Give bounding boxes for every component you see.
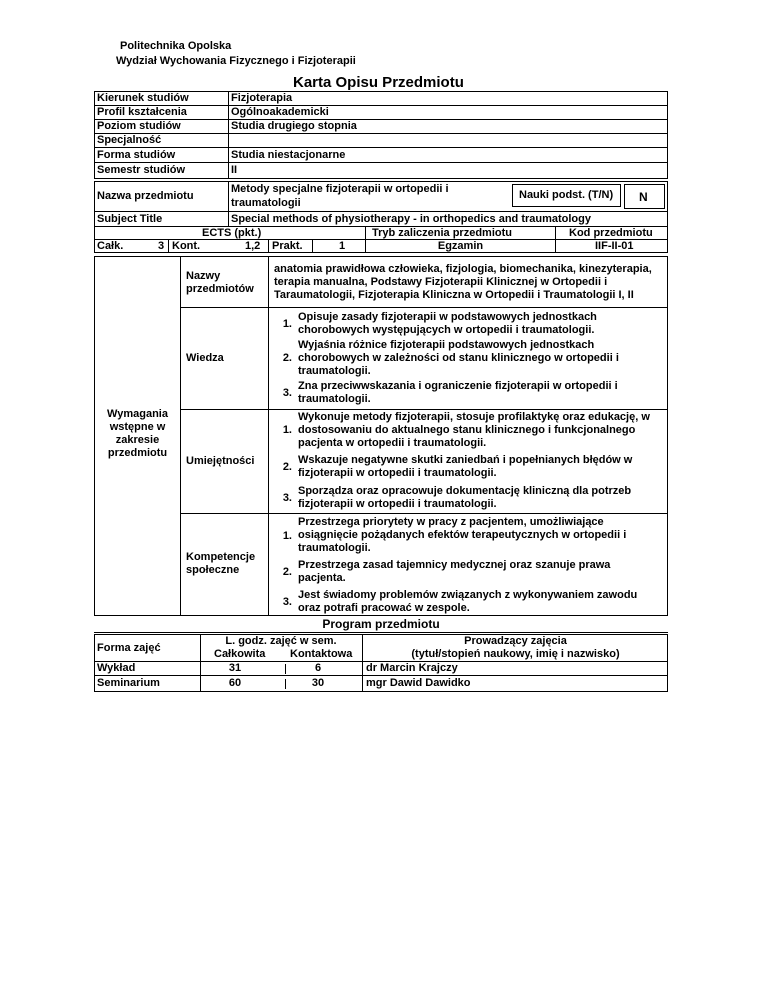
- umiejetnosci-3-line-2: fizjoterapii w ortopedii i traumatologii.: [298, 498, 497, 510]
- kont-label: Kont.: [172, 240, 201, 252]
- wiedza-3-line-1: Zna przeciwwskazania i ograniczenie fizjoterapii w ortopedii i: [298, 380, 618, 392]
- prowadzacy-label: Prowadzący zajęcia: [464, 635, 567, 647]
- kompetencje-num-2: 2.: [282, 566, 292, 578]
- tryb-label: Tryb zaliczenia przedmiotu: [372, 227, 512, 239]
- basic-sciences-label: Nauki podst. (T/N): [519, 189, 614, 201]
- subject-name-line2: traumatologii: [231, 197, 301, 209]
- nazwy-text-2: terapia manualna, Podstawy Fizjoterapii Klinicznej w Ortopedii i: [274, 276, 608, 288]
- info-value-poziom: Studia drugiego stopnia: [231, 120, 357, 132]
- kompetencje-2-line-1: Przestrzega zasad tajemnicy medycznej oraz szanuje prawa: [298, 559, 611, 571]
- nazwy-label-2: przedmiotów: [186, 283, 254, 295]
- tryb-value: Egzamin: [437, 240, 484, 252]
- wiedza-1-line-1: Opisuje zasady fizjoterapii w podstawowych jednostkach: [298, 311, 597, 323]
- program-title: Program przedmiotu: [322, 617, 440, 631]
- umiejetnosci-1-line-3: pacjenta w ortopedii i traumatologii.: [298, 437, 487, 449]
- basic-sciences-value: N: [639, 190, 648, 204]
- info-label-profil: Profil kształcenia: [97, 106, 187, 118]
- nazwy-text-1: anatomia prawidłowa człowieka, fizjologia, biomechanika, kinezyterapia,: [274, 263, 652, 275]
- document-title: Karta Opisu Przedmiotu: [293, 74, 464, 91]
- subject-name-label: Nazwa przedmiotu: [97, 190, 194, 202]
- forma-label: Forma zajęć: [97, 642, 161, 654]
- wiedza-3-line-2: traumatologii.: [298, 393, 371, 405]
- subject-title-value: Special methods of physiotherapy - in orthopedics and traumatology: [231, 213, 591, 225]
- info-value-kierunek: Fizjoterapia: [231, 92, 293, 104]
- prowadzacy-sub: (tytuł/stopień naukowy, imię i nazwisko): [411, 648, 620, 660]
- umiejetnosci-num-3: 3.: [282, 492, 292, 504]
- requirements-label-4: przedmiotu: [107, 447, 168, 459]
- umiejetnosci-3-line-1: Sporządza oraz opracowuje dokumentację kliniczną dla potrzeb: [298, 485, 632, 497]
- kompetencje-1-line-3: traumatologii.: [298, 542, 371, 554]
- row-wyklad-kontaktowa: 6: [314, 662, 322, 674]
- requirements-label-1: Wymagania: [107, 408, 168, 420]
- wiedza-1-line-2: chorobowych występujących w ortopedii i traumatologii.: [298, 324, 595, 336]
- umiejetnosci-2-line-2: fizjoterapii w ortopedii i traumatologii.: [298, 467, 497, 479]
- calkowita-label: Całkowita: [214, 648, 266, 660]
- row-seminarium-calkowita: 60: [228, 677, 242, 689]
- requirements-label-2: wstępne w: [109, 421, 166, 433]
- umiejetnosci-num-1: 1.: [282, 424, 292, 436]
- prakt-value: 1: [339, 240, 346, 252]
- kompetencje-num-3: 3.: [282, 596, 292, 608]
- row-wyklad-calkowita: 31: [228, 662, 242, 674]
- row-seminarium-forma: Seminarium: [97, 677, 160, 689]
- kont-value: 1,2: [245, 240, 261, 252]
- kompetencje-label-2: społeczne: [186, 564, 240, 576]
- wiedza-num-3: 3.: [282, 387, 292, 399]
- wiedza-2-line-2: chorobowych w zależności od stanu klinicznego w ortopedii i: [298, 352, 619, 364]
- kompetencje-3-line-1: Jest świadomy problemów związanych z wykonywaniem zawodu: [298, 589, 638, 601]
- kompetencje-1-line-2: osiągnięcie pożądanych efektów terapeutycznych w ortopedii i: [298, 529, 627, 541]
- info-label-kierunek: Kierunek studiów: [97, 92, 189, 104]
- row-seminarium-prowadzacy: mgr Dawid Dawidko: [366, 677, 471, 689]
- wiedza-2-line-3: traumatologii.: [298, 365, 371, 377]
- prakt-label: Prakt.: [272, 240, 303, 252]
- kompetencje-num-1: 1.: [282, 530, 292, 542]
- kompetencje-1-line-1: Przestrzega priorytety w pracy z pacjentem, umożliwiające: [298, 516, 604, 528]
- row-wyklad-forma: Wykład: [97, 662, 136, 674]
- info-value-semestr: II: [231, 164, 238, 176]
- row-seminarium-kontaktowa: 30: [311, 677, 325, 689]
- hours-label: L. godz. zajęć w sem.: [225, 635, 337, 647]
- info-label-forma: Forma studiów: [97, 149, 176, 161]
- umiejetnosci-1-line-1: Wykonuje metody fizjoterapii, stosuje profilaktykę oraz edukację, w: [298, 411, 650, 423]
- calk-label: Całk.: [97, 240, 124, 252]
- wiedza-label: Wiedza: [186, 352, 224, 364]
- wiedza-num-2: 2.: [282, 352, 292, 364]
- nazwy-label-1: Nazwy: [186, 270, 221, 282]
- subject-title-label: Subject Title: [97, 213, 163, 225]
- info-value-profil: Ogólnoakademicki: [231, 106, 329, 118]
- kompetencje-label-1: Kompetencje: [186, 551, 256, 563]
- nazwy-text-3: Taraumatologii, Fizjoterapia Kliniczna w Ortopedii i Traumatologii I, II: [274, 289, 634, 301]
- kod-value: IIF-II-01: [595, 240, 634, 252]
- info-label-semestr: Semestr studiów: [97, 164, 186, 176]
- info-label-specjalnosc: Specjalność: [97, 134, 162, 146]
- wiedza-2-line-1: Wyjaśnia różnice fizjoterapii podstawowych jednostkach: [298, 339, 595, 351]
- ects-label: ECTS (pkt.): [202, 227, 262, 239]
- umiejetnosci-1-line-2: dostosowaniu do aktualnego stanu klinicznego i funkcjonalnego: [298, 424, 636, 436]
- kod-label: Kod przedmiotu: [569, 227, 653, 239]
- university-name: Politechnika Opolska: [120, 40, 232, 52]
- umiejetnosci-num-2: 2.: [282, 461, 292, 473]
- info-label-poziom: Poziom studiów: [97, 120, 181, 132]
- requirements-label-3: zakresie: [115, 434, 160, 446]
- row-wyklad-prowadzacy: dr Marcin Krajczy: [366, 662, 458, 674]
- kompetencje-2-line-2: pacjenta.: [298, 572, 346, 584]
- subject-name-line1: Metody specjalne fizjoterapii w ortopedii i: [231, 183, 449, 195]
- kompetencje-3-line-2: oraz potrafi pracować w zespole.: [298, 602, 470, 614]
- umiejetnosci-2-line-1: Wskazuje negatywne skutki zaniedbań i popełnianych błędów w: [298, 454, 633, 466]
- calk-value: 3: [158, 240, 165, 252]
- info-value-forma: Studia niestacjonarne: [231, 149, 346, 161]
- faculty-name: Wydział Wychowania Fizycznego i Fizjoterapii: [116, 55, 356, 67]
- umiejetnosci-label: Umiejętności: [186, 455, 255, 467]
- wiedza-num-1: 1.: [282, 318, 292, 330]
- kontaktowa-label: Kontaktowa: [290, 648, 353, 660]
